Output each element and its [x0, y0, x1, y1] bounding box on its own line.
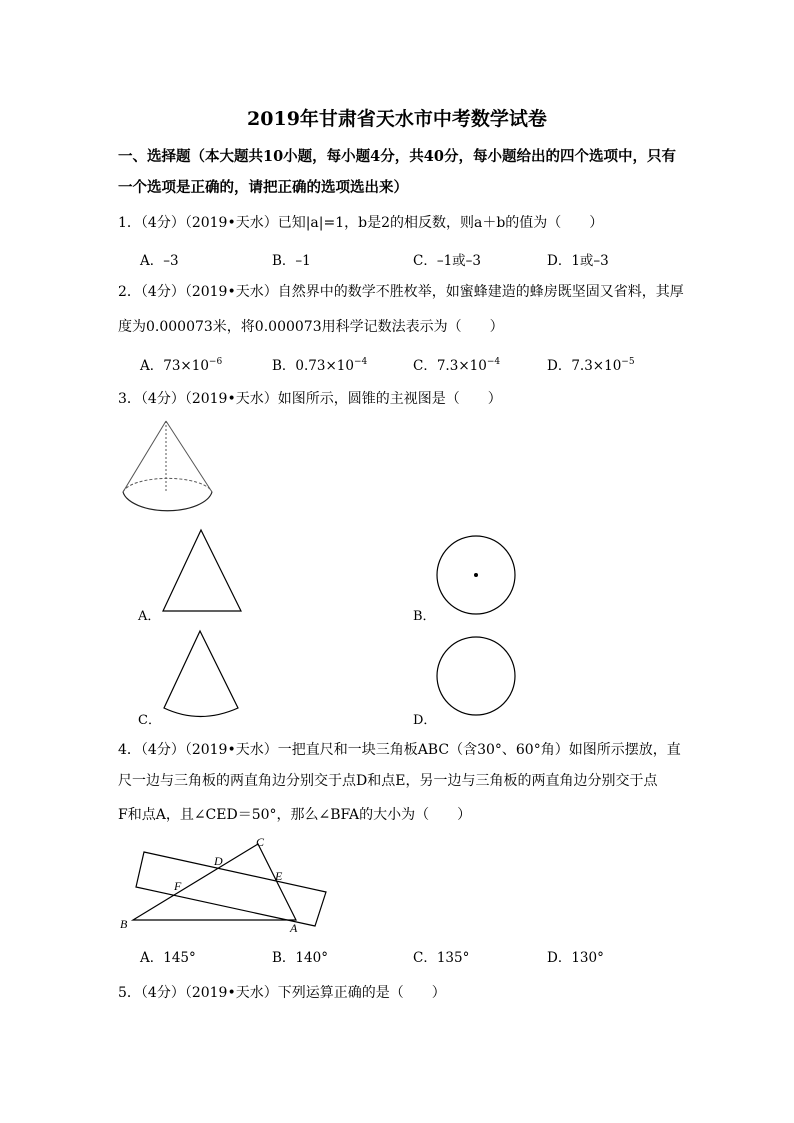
option-a-triangle-figure	[160, 528, 244, 614]
option-c-sector-figure	[160, 628, 244, 720]
q3-option-d-label[interactable]: D．	[413, 713, 437, 728]
question-1-text: 1．（4分）（2019•天水）已知|a|=1，b是2的相反数，则a＋b的值为（ ）	[118, 215, 604, 231]
q1-option-c[interactable]: C．–1或–3	[413, 253, 482, 269]
point-c-label: C	[256, 835, 265, 849]
option-b-circle-with-dot-figure	[434, 534, 518, 618]
section-heading-line1: 一、选择题（本大题共10小题，每小题4分，共40分，每小题给出的四个选项中，只有	[118, 148, 676, 165]
cone-3d-figure	[118, 418, 218, 518]
q2-option-b[interactable]: B．$0.73\times 10^{-4}$	[272, 357, 368, 374]
point-b-label: B	[120, 917, 128, 931]
q2-option-c[interactable]: C．$7.3\times 10^{-4}$	[413, 357, 501, 374]
point-e-label: E	[275, 869, 283, 883]
q1-option-a[interactable]: A．–3	[140, 253, 179, 269]
q4-option-a[interactable]: A．145°	[140, 950, 196, 966]
option-d-circle-figure	[434, 636, 518, 720]
section-heading-line2: 一个选项是正确的，请把正确的选项选出来）	[118, 179, 408, 196]
q3-option-a-label[interactable]: A．	[138, 609, 161, 624]
q4-option-c[interactable]: C．135°	[413, 950, 470, 966]
q4-option-d[interactable]: D．130°	[547, 950, 604, 966]
ruler-triangle-figure	[118, 832, 333, 937]
q2-option-d[interactable]: D．$7.3\times 10^{-5}$	[547, 357, 635, 374]
q3-option-c-label[interactable]: C．	[138, 713, 161, 728]
q3-option-b-label[interactable]: B．	[413, 609, 436, 624]
q1-option-d[interactable]: D．1或–3	[547, 253, 609, 269]
point-d-label: D	[214, 854, 223, 868]
point-f-label: F	[174, 879, 182, 893]
question-2-line1: 2．（4分）（2019•天水）自然界中的数学不胜枚举，如蜜蜂建造的蜂房既坚固又省料，其厚	[118, 284, 684, 300]
q2-option-a[interactable]: A．$73\times 10^{-6}$	[140, 357, 223, 374]
question-2-line2: 度为0.000073米，将0.000073用科学记数法表示为（ ）	[118, 319, 504, 335]
q1-option-b[interactable]: B．–1	[272, 253, 311, 269]
question-4-line3: F和点A，且∠CED＝50°，那么∠BFA的大小为（ ）	[118, 807, 472, 823]
point-a-label: A	[290, 921, 298, 935]
page-title: 2019年甘肃省天水市中考数学试卷	[247, 108, 547, 130]
q4-option-b[interactable]: B．140°	[272, 950, 328, 966]
question-5-text: 5．（4分）（2019•天水）下列运算正确的是（ ）	[118, 985, 446, 1001]
question-4-line2: 尺一边与三角板的两直角边分别交于点D和点E，另一边与三角板的两直角边分别交于点	[118, 773, 658, 789]
question-3-text: 3．（4分）（2019•天水）如图所示，圆锥的主视图是（ ）	[118, 391, 502, 407]
question-4-line1: 4．（4分）（2019•天水）一把直尺和一块三角板ABC（含30°、60°角）如图所示摆放，直	[118, 742, 681, 758]
